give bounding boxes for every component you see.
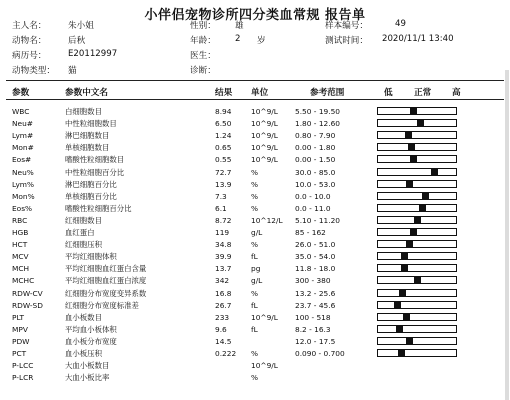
table-row — [0, 263, 510, 274]
param-name: 血红蛋白 — [65, 228, 95, 237]
unit-value: % — [251, 288, 259, 298]
unit-value: % — [251, 349, 259, 358]
table-row — [0, 348, 510, 359]
result-value: 13.7 — [215, 264, 232, 274]
unit-value: 10^9/L — [251, 143, 278, 153]
table-row — [0, 130, 510, 141]
unit-value: 10^12/L — [251, 215, 283, 225]
range-indicator-bar — [377, 337, 457, 345]
param-name: 红细胞分布宽度变异系数 — [65, 288, 147, 298]
param-name: 中性粒细胞数目 — [65, 119, 117, 129]
reference-range: 23.7 - 45.6 — [295, 300, 336, 310]
col-ref: 参考范围 — [310, 88, 345, 98]
param-name: 嗜酸性粒细胞数目 — [65, 155, 125, 165]
time-value: 2020/11/1 13:40 — [382, 34, 454, 44]
unit-value: 10^9/L — [251, 155, 278, 165]
param-code: PCT — [12, 349, 27, 358]
reference-range: 100 - 518 — [295, 312, 331, 322]
result-value: 8.94 — [215, 107, 232, 116]
unit-value: pg — [251, 264, 261, 274]
param-code: RDW-CV — [12, 288, 43, 298]
range-marker — [417, 120, 424, 126]
reference-range: 30.0 - 85.0 — [295, 167, 336, 177]
range-marker — [431, 169, 438, 175]
sample-value: 49 — [395, 19, 406, 29]
range-indicator-bar — [377, 192, 457, 200]
param-name: 嗜酸性粒细胞百分比 — [65, 203, 132, 213]
result-value: 14.5 — [215, 336, 232, 346]
table-row — [0, 191, 510, 202]
table-row — [0, 215, 510, 226]
unit-value: % — [251, 373, 259, 383]
range-marker — [405, 132, 412, 138]
param-code: Neu% — [12, 167, 34, 177]
col-result: 结果 — [215, 88, 233, 98]
param-name: 单核细胞百分比 — [65, 191, 117, 201]
unit-value: fL — [251, 300, 258, 310]
table-row — [0, 275, 510, 286]
result-value: 16.8 — [215, 288, 232, 298]
param-name: 红细胞数目 — [65, 215, 102, 225]
report-title: 小伴侣宠物诊所四分类血常规 报告单 — [144, 8, 366, 23]
param-code: WBC — [12, 107, 30, 116]
reference-range: 12.0 - 17.5 — [295, 336, 336, 346]
table-row — [0, 118, 510, 129]
unit-value: 10^9/L — [251, 361, 278, 371]
result-value: 0.55 — [215, 155, 232, 165]
reference-range: 8.2 - 16.3 — [295, 324, 331, 334]
table-row — [0, 239, 510, 250]
result-value: 8.72 — [215, 215, 232, 225]
range-indicator-bar — [377, 313, 457, 321]
sample-label: 样本编号： — [325, 21, 368, 31]
unit-value: % — [251, 191, 259, 201]
col-name: 参数中文名 — [65, 88, 108, 98]
result-value: 26.7 — [215, 300, 232, 310]
result-value: 13.9 — [215, 179, 232, 189]
age-value: 2 — [235, 34, 241, 44]
owner-value: 朱小姐 — [68, 21, 94, 31]
result-value: 342 — [215, 276, 230, 286]
unit-value: % — [251, 167, 259, 177]
range-marker — [410, 108, 417, 114]
param-name: 大血小板数目 — [65, 361, 110, 371]
result-value: 7.3 — [215, 191, 227, 201]
range-indicator-bar — [377, 155, 457, 163]
table-row — [0, 142, 510, 153]
table-row — [0, 324, 510, 335]
param-code: HCT — [12, 240, 28, 250]
param-code: Eos% — [12, 203, 33, 213]
result-value: 0.65 — [215, 143, 232, 153]
col-low: 低 — [384, 88, 393, 98]
doctor-label: 医生： — [190, 51, 216, 61]
table-row — [0, 312, 510, 323]
table-row — [0, 203, 510, 214]
result-value: 6.1 — [215, 203, 227, 213]
range-marker — [419, 205, 426, 211]
type-value: 猫 — [68, 66, 77, 76]
col-normal: 正常 — [414, 88, 432, 98]
param-code: PLT — [12, 312, 25, 322]
reference-range: 0.0 - 11.0 — [295, 203, 331, 213]
result-value: 34.8 — [215, 240, 232, 250]
reference-range: 26.0 - 51.0 — [295, 240, 336, 250]
reference-range: 0.80 - 7.90 — [295, 131, 336, 141]
param-code: Lym# — [12, 131, 34, 141]
reference-range: 0.090 - 0.700 — [295, 349, 345, 358]
reference-range: 13.2 - 25.6 — [295, 288, 336, 298]
unit-value: 10^9/L — [251, 312, 278, 322]
param-name: 红细胞压积 — [65, 240, 102, 250]
param-code: Mon% — [12, 191, 35, 201]
age-label: 年龄： — [190, 36, 216, 46]
pet-label: 动物名： — [12, 36, 47, 46]
param-name: 平均红细胞血红蛋白浓度 — [65, 276, 147, 286]
range-marker — [406, 181, 413, 187]
param-name: 大血小板比率 — [65, 373, 110, 383]
diag-label: 诊断： — [190, 66, 216, 76]
range-indicator-bar — [377, 289, 457, 297]
reference-range: 85 - 162 — [295, 228, 326, 237]
table-row — [0, 288, 510, 299]
unit-value: g/L — [251, 228, 263, 237]
range-marker — [401, 265, 408, 271]
table-row — [0, 167, 510, 178]
reference-range: 35.0 - 54.0 — [295, 252, 336, 262]
range-marker — [401, 253, 408, 259]
param-name: 血小板分布宽度 — [65, 336, 117, 346]
param-code: MCHC — [12, 276, 35, 286]
page-edge-shadow — [505, 70, 509, 400]
range-marker — [410, 229, 417, 235]
range-marker — [396, 326, 403, 332]
param-code: RDW-SD — [12, 300, 43, 310]
reference-range: 10.0 - 53.0 — [295, 179, 336, 189]
reference-range: 0.00 - 1.50 — [295, 155, 336, 165]
param-name: 平均红细胞血红蛋白含量 — [65, 264, 147, 274]
record-label: 病历号： — [12, 51, 47, 61]
range-indicator-bar — [377, 240, 457, 248]
age-unit: 岁 — [257, 36, 266, 46]
unit-value: % — [251, 240, 259, 250]
unit-value: 10^9/L — [251, 119, 278, 129]
param-name: 红细胞分布宽度标准差 — [65, 300, 139, 310]
range-indicator-bar — [377, 252, 457, 260]
param-name: 血小板数目 — [65, 312, 102, 322]
param-code: MPV — [12, 324, 28, 334]
reference-range: 5.10 - 11.20 — [295, 215, 340, 225]
unit-value: 10^9/L — [251, 107, 278, 116]
range-indicator-bar — [377, 143, 457, 151]
reference-range: 0.0 - 10.0 — [295, 191, 331, 201]
table-row — [0, 360, 510, 371]
param-name: 中性粒细胞百分比 — [65, 167, 125, 177]
table-row — [0, 251, 510, 262]
unit-value: g/L — [251, 276, 263, 286]
range-indicator-bar — [377, 216, 457, 224]
param-name: 淋巴细胞百分比 — [65, 179, 117, 189]
param-name: 白细胞数目 — [65, 107, 102, 116]
range-marker — [403, 314, 410, 320]
range-indicator-bar — [377, 168, 457, 176]
result-value: 9.6 — [215, 324, 227, 334]
range-indicator-bar — [377, 119, 457, 127]
range-indicator-bar — [377, 107, 457, 115]
time-label: 测试时间： — [325, 36, 368, 46]
range-indicator-bar — [377, 325, 457, 333]
range-marker — [408, 144, 415, 150]
unit-value: 10^9/L — [251, 131, 278, 141]
pet-value: 后秋 — [68, 36, 86, 46]
result-value: 233 — [215, 312, 230, 322]
table-row — [0, 300, 510, 311]
table-row — [0, 227, 510, 238]
table-row — [0, 179, 510, 190]
result-value: 6.50 — [215, 119, 232, 129]
range-marker — [410, 156, 417, 162]
param-code: Lym% — [12, 179, 35, 189]
range-indicator-bar — [377, 264, 457, 272]
unit-value: fL — [251, 252, 258, 262]
unit-value: fL — [251, 324, 258, 334]
param-code: PDW — [12, 336, 30, 346]
table-row — [0, 106, 510, 117]
param-name: 血小板压积 — [65, 349, 102, 358]
range-indicator-bar — [377, 180, 457, 188]
unit-value: % — [251, 179, 259, 189]
reference-range: 300 - 380 — [295, 276, 331, 286]
unit-value: % — [251, 203, 259, 213]
param-code: RBC — [12, 215, 28, 225]
type-label: 动物类型： — [12, 66, 55, 76]
param-code: Neu# — [12, 119, 33, 129]
table-row — [0, 372, 510, 383]
range-marker — [399, 290, 406, 296]
reference-range: 0.00 - 1.80 — [295, 143, 336, 153]
range-marker — [414, 217, 421, 223]
param-name: 单核细胞数目 — [65, 143, 110, 153]
param-code: Eos# — [12, 155, 32, 165]
reference-range: 5.50 - 19.50 — [295, 107, 340, 116]
range-indicator-bar — [377, 301, 457, 309]
param-code: MCH — [12, 264, 30, 274]
col-unit: 单位 — [251, 88, 269, 98]
range-marker — [406, 241, 413, 247]
range-marker — [394, 302, 401, 308]
col-high: 高 — [452, 88, 461, 98]
gender-value: 雄 — [235, 21, 244, 31]
record-value: E20112997 — [68, 49, 118, 59]
table-row — [0, 336, 510, 347]
gender-label: 性别： — [190, 21, 216, 31]
param-name: 平均红细胞体积 — [65, 252, 117, 262]
table-row — [0, 154, 510, 165]
param-code: MCV — [12, 252, 29, 262]
param-name: 平均血小板体积 — [65, 324, 117, 334]
result-value: 0.222 — [215, 349, 237, 358]
range-marker — [406, 338, 413, 344]
result-value: 39.9 — [215, 252, 232, 262]
reference-range: 1.80 - 12.60 — [295, 119, 340, 129]
range-marker — [422, 193, 429, 199]
range-indicator-bar — [377, 349, 457, 357]
param-code: P-LCC — [12, 361, 34, 371]
range-indicator-bar — [377, 131, 457, 139]
result-value: 119 — [215, 228, 230, 237]
col-param: 参数 — [12, 88, 30, 98]
param-code: HGB — [12, 228, 29, 237]
range-indicator-bar — [377, 228, 457, 236]
range-indicator-bar — [377, 204, 457, 212]
param-name: 淋巴细胞数目 — [65, 131, 110, 141]
range-marker — [414, 277, 421, 283]
param-code: Mon# — [12, 143, 34, 153]
header-divider — [6, 80, 504, 81]
result-value: 72.7 — [215, 167, 232, 177]
owner-label: 主人名： — [12, 21, 47, 31]
result-value: 1.24 — [215, 131, 232, 141]
range-indicator-bar — [377, 276, 457, 284]
param-code: P-LCR — [12, 373, 34, 383]
range-marker — [398, 350, 405, 356]
table-divider — [6, 99, 504, 100]
reference-range: 11.8 - 18.0 — [295, 264, 336, 274]
